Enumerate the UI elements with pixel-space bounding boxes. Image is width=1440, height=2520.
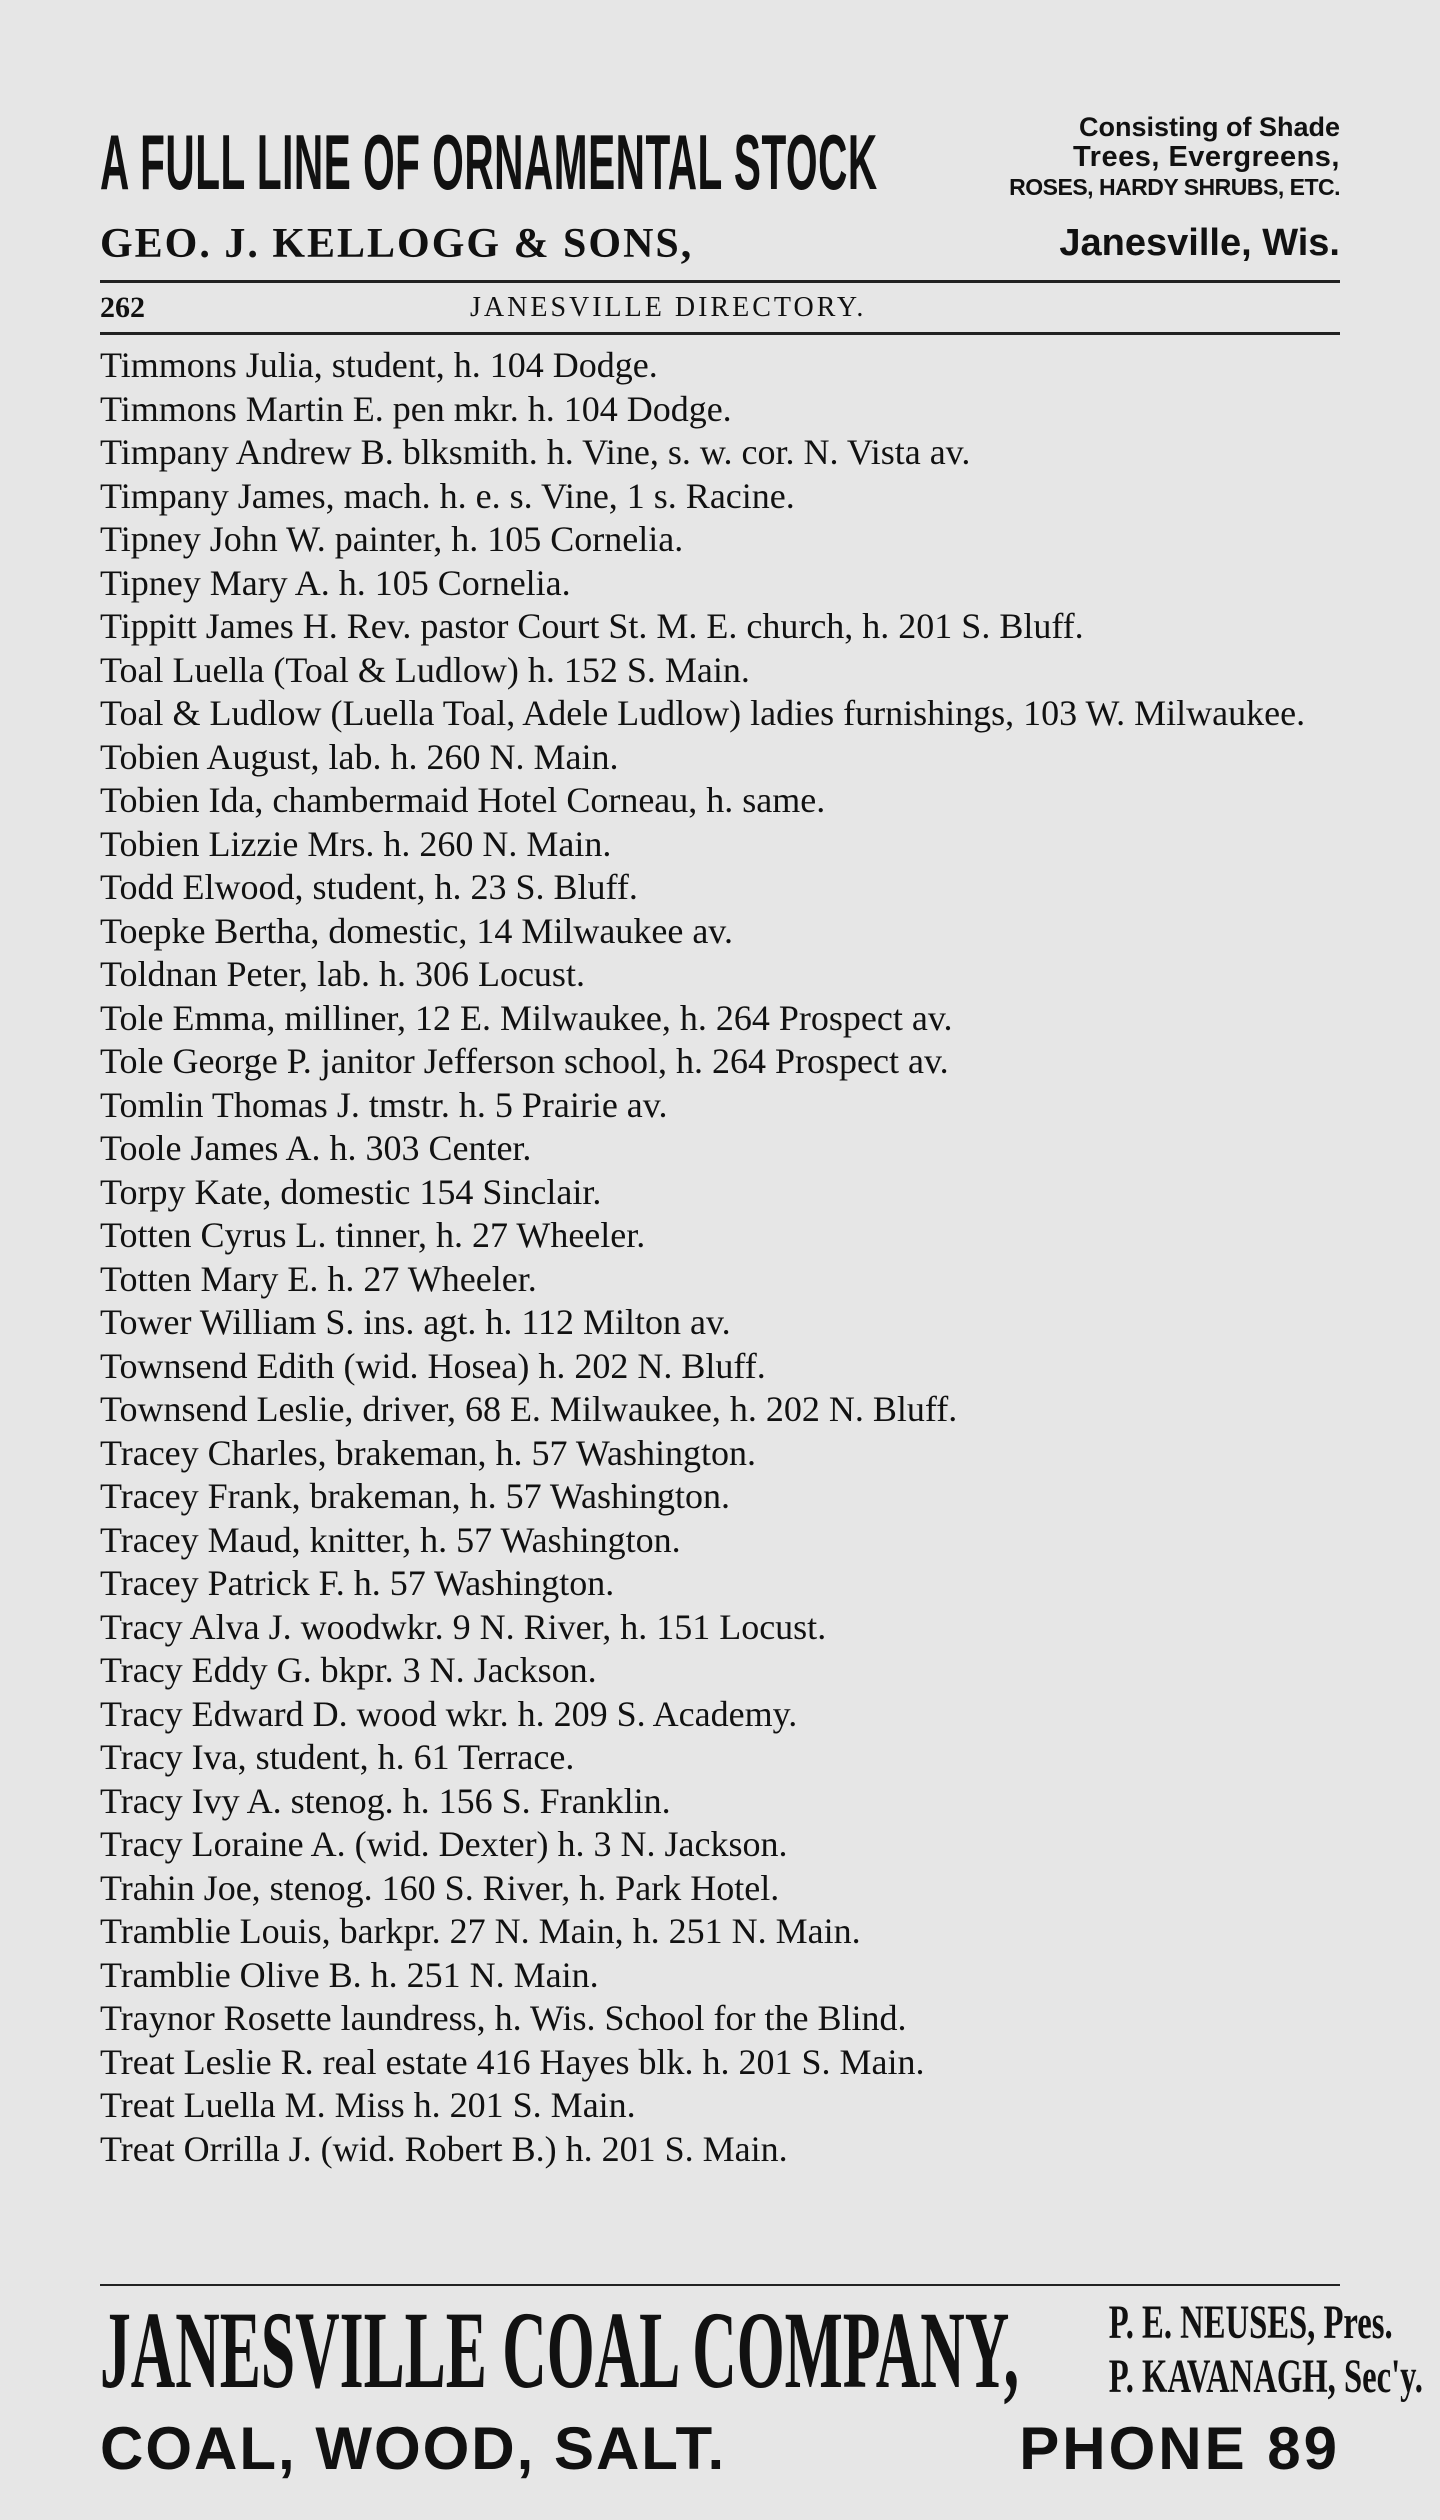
directory-entry: Tracy Loraine A. (wid. Dexter) h. 3 N. Jackson.	[100, 1824, 788, 1864]
ad-firm-name: GEO. J. KELLOGG & SONS,	[100, 221, 694, 267]
directory-entry: Tramblie Louis, barkpr. 27 N. Main, h. 251 N. Main.	[100, 1911, 861, 1951]
directory-entry: Tracy Edward D. wood wkr. h. 209 S. Academy.	[100, 1693, 798, 1734]
directory-entry: Tobien Lizzie Mrs. h. 260 N. Main.	[100, 823, 612, 864]
directory-entry: Timpany James, mach. h. e. s. Vine, 1 s. Racine.	[100, 475, 795, 516]
directory-entry: Treat Luella M. Miss h. 201 S. Main.	[100, 2085, 636, 2125]
ad-goods: COAL, WOOD, SALT.	[100, 2415, 727, 2482]
directory-entry: Trahin Joe, stenog. 160 S. River, h. Park Hotel.	[100, 1867, 780, 1908]
directory-entry: Timmons Martin E. pen mkr. h. 104 Dodge.	[100, 388, 732, 429]
ad-president: P. E. NEUSES, Pres.	[1108, 2296, 1393, 2349]
directory-entry: Timpany Andrew B. blksmith. h. Vine, s. w. cor. N. Vista av.	[100, 432, 971, 472]
directory-entry: Treat Leslie R. real estate 416 Hayes blk. h. 201 S. Main.	[100, 2041, 925, 2082]
directory-entry: Totten Mary E. h. 27 Wheeler.	[100, 1258, 537, 1299]
directory-entry: Townsend Edith (wid. Hosea) h. 202 N. Bluff.	[100, 1345, 766, 1386]
directory-entry: Tomlin Thomas J. tmstr. h. 5 Prairie av.	[100, 1084, 668, 1125]
directory-entry: Torpy Kate, domestic 154 Sinclair.	[100, 1171, 602, 1212]
directory-entry: Tower William S. ins. agt. h. 112 Milton av.	[100, 1302, 731, 1342]
directory-entry: Tippitt James H. Rev. pastor Court St. M. E. church, h. 201 S. Bluff.	[100, 606, 1084, 646]
ad-phone: PHONE 89	[1019, 2415, 1340, 2482]
directory-entry: Tobien Ida, chambermaid Hotel Corneau, h. same.	[100, 780, 826, 820]
directory-listing	[100, 344, 1345, 2171]
ad-city: Janesville, Wis.	[1059, 222, 1340, 264]
directory-entry: Tracey Patrick F. h. 57 Washington.	[100, 1563, 615, 1603]
ad-tagline-line-1: Consisting of Shade	[1078, 112, 1340, 142]
ad-secretary: P. KAVANAGH, Sec'y.	[1108, 2350, 1423, 2403]
running-head	[100, 288, 1340, 328]
directory-entry: Tramblie Olive B. h. 251 N. Main.	[100, 1954, 599, 1995]
ad-tagline-line-2: Trees, Evergreens,	[1073, 141, 1340, 173]
directory-entry: Toal & Ludlow (Luella Toal, Adele Ludlow) ladies furnishings, 103 W. Milwaukee.	[100, 693, 1306, 733]
directory-entry: Treat Orrilla J. (wid. Robert B.) h. 201 S. Main.	[100, 2128, 788, 2169]
running-head-rule	[100, 332, 1340, 335]
directory-entry: Townsend Leslie, driver, 68 E. Milwaukee, h. 202 N. Bluff.	[100, 1389, 958, 1429]
directory-entry: Toal Luella (Toal & Ludlow) h. 152 S. Main.	[100, 649, 750, 690]
directory-entry: Toole James A. h. 303 Center.	[100, 1128, 532, 1168]
directory-entry: Tracy Eddy G. bkpr. 3 N. Jackson.	[100, 1650, 597, 1690]
directory-entry: Totten Cyrus L. tinner, h. 27 Wheeler.	[100, 1215, 646, 1255]
header-advertisement	[100, 112, 1340, 282]
directory-entry: Tobien August, lab. h. 260 N. Main.	[100, 736, 619, 777]
directory-entry: Tracy Alva J. woodwkr. 9 N. River, h. 151 Locust.	[100, 1606, 827, 1647]
directory-entry: Timmons Julia, student, h. 104 Dodge.	[100, 345, 658, 385]
page-number: 262	[100, 291, 145, 324]
footer-rule	[100, 2284, 1340, 2286]
directory-entry: Toldnan Peter, lab. h. 306 Locust.	[100, 954, 585, 994]
footer-advertisement	[100, 2289, 1423, 2490]
directory-entry: Tipney Mary A. h. 105 Cornelia.	[100, 562, 571, 603]
ad-officers	[1108, 2296, 1423, 2404]
ad-tagline-line-3: ROSES, HARDY SHRUBS, ETC.	[1009, 174, 1340, 200]
directory-entry: Tracey Maud, knitter, h. 57 Washington.	[100, 1519, 681, 1560]
ad-company-name: JANESVILLE COAL COMPANY,	[100, 2289, 1020, 2411]
directory-entry: Tracy Ivy A. stenog. h. 156 S. Franklin.	[100, 1780, 671, 1821]
ad-headline: A FULL LINE OF ORNAMENTAL STOCK	[100, 118, 878, 206]
directory-entry: Todd Elwood, student, h. 23 S. Bluff.	[100, 867, 638, 907]
directory-entry: Toepke Bertha, domestic, 14 Milwaukee av.	[100, 910, 733, 951]
directory-entry: Tole Emma, milliner, 12 E. Milwaukee, h. 264 Prospect av.	[100, 997, 953, 1038]
directory-entry: Tracey Frank, brakeman, h. 57 Washington.	[100, 1476, 730, 1516]
directory-entry: Tracey Charles, brakeman, h. 57 Washington.	[100, 1432, 756, 1473]
directory-entry: Tracy Iva, student, h. 61 Terrace.	[100, 1737, 575, 1777]
ad-tagline	[980, 112, 1340, 202]
directory-title: JANESVILLE DIRECTORY.	[470, 292, 867, 323]
header-rule	[100, 280, 1340, 283]
directory-entry: Traynor Rosette laundress, h. Wis. School for the Blind.	[100, 1998, 907, 2038]
directory-entry: Tole George P. janitor Jefferson school, h. 264 Prospect av.	[100, 1041, 949, 1081]
directory-entry: Tipney John W. painter, h. 105 Cornelia.	[100, 519, 684, 559]
